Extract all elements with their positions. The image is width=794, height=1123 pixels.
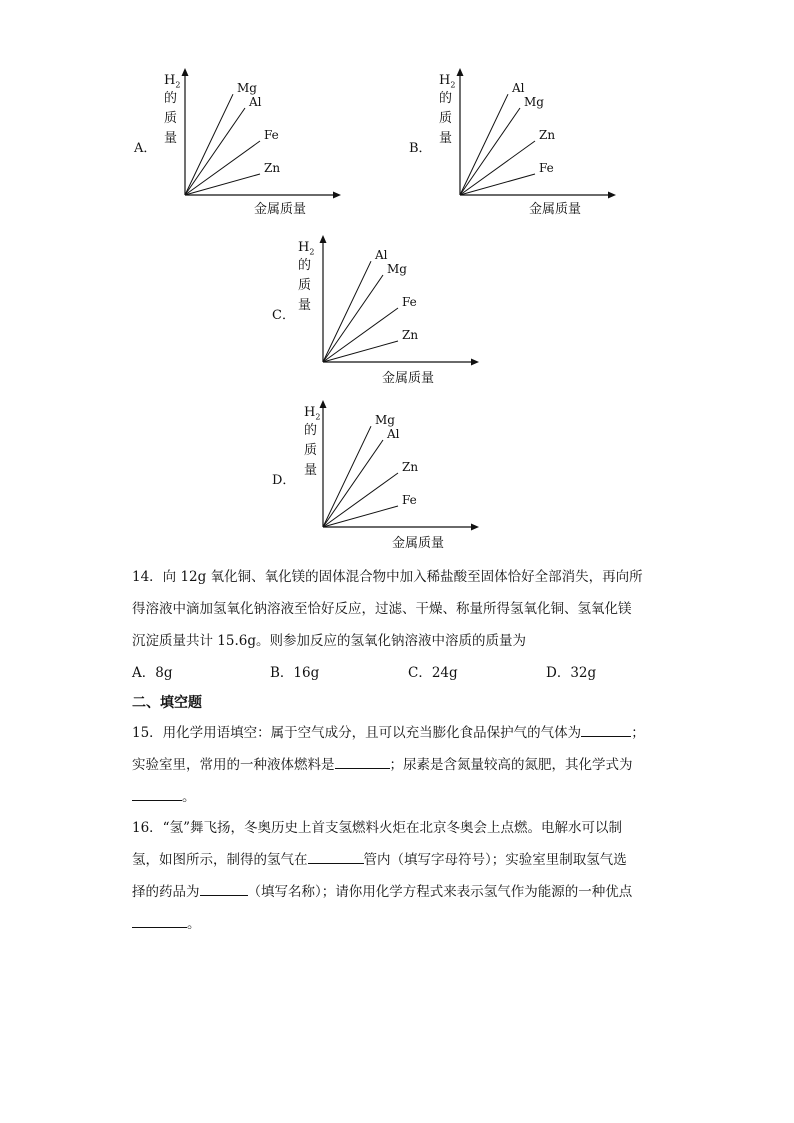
label-fe: Fe	[539, 161, 554, 175]
label-mg: Mg	[524, 95, 544, 109]
line-mg	[323, 426, 371, 527]
option-label: A．	[134, 141, 157, 156]
y-axis-h2: $H_2$	[298, 240, 315, 257]
graph-svg	[268, 402, 468, 552]
y-axis-char: 量	[298, 298, 312, 313]
q16-text: 管内（填写字母符号）；实验室里制取氢气选	[363, 852, 627, 868]
q14-line-3: 沉淀质量共计 15.6g。则参加反应的氢氧化钠溶液中溶质的质量为	[132, 633, 526, 649]
q15-line-3	[132, 781, 662, 813]
x-axis-arrow	[333, 192, 341, 199]
y-axis-char: 量	[439, 131, 453, 146]
y-axis-char: 质	[304, 443, 318, 458]
q14-choice-b[interactable]: B．16g	[270, 665, 320, 681]
graph-svg	[405, 70, 605, 220]
label-zn: Zn	[539, 128, 556, 142]
line-fe	[460, 174, 535, 195]
y-axis-char: 的	[439, 91, 453, 106]
q16-line-3	[132, 876, 662, 908]
line-al	[185, 108, 245, 195]
q15-text: 实验室里，常用的一种液体燃料是	[132, 757, 335, 773]
x-axis-label: 金属质量	[254, 202, 307, 217]
label-zn: Zn	[264, 161, 281, 175]
q14-choice-d[interactable]: D．32g	[546, 665, 597, 681]
label-fe: Fe	[402, 295, 417, 309]
y-axis-arrow	[320, 235, 327, 243]
label-al: Al	[249, 95, 262, 109]
graph-option-c	[268, 237, 468, 387]
label-mg: Mg	[237, 81, 257, 96]
label-zn: Zn	[402, 328, 419, 342]
y-axis-h2: $H_2$	[439, 73, 456, 90]
q16-text: 。	[187, 916, 201, 932]
y-axis-char: 量	[304, 463, 318, 478]
q15-text: ；	[631, 725, 645, 741]
q14-line-2: 得溶液中滴加氢氧化钠溶液至恰好反应，过滤、干燥、称量所得氢氧化铜、氢氧化镁	[132, 601, 632, 617]
line-fe	[323, 506, 398, 527]
q15-text: ；尿素是含氮量较高的氮肥，其化学式为	[389, 757, 633, 773]
label-zn: Zn	[402, 460, 419, 474]
y-axis-char: 质	[298, 278, 312, 293]
q15-text: 。	[182, 789, 196, 805]
q16-blank-2[interactable]	[200, 881, 248, 896]
graph-option-b	[405, 70, 605, 220]
graph-svg	[268, 237, 468, 387]
y-axis-char: 的	[304, 423, 318, 438]
line-al	[323, 261, 371, 362]
graph-svg	[130, 70, 330, 220]
q16-line-2	[132, 844, 662, 876]
question-14	[132, 561, 662, 657]
q15-blank-2[interactable]	[335, 754, 390, 769]
q15-blank-1[interactable]	[581, 722, 631, 737]
line-fe	[323, 308, 398, 362]
y-axis-char: 的	[164, 91, 178, 106]
q16-line-1: 16．“氢”舞飞扬，冬奥历史上首支氢燃料火炬在北京冬奥会上点燃。电解水可以制	[132, 820, 622, 836]
q15-blank-3[interactable]	[132, 786, 182, 801]
q16-blank-3[interactable]	[132, 913, 187, 928]
q15-line-2	[132, 749, 662, 781]
q16-text: 择的药品为	[132, 884, 200, 900]
x-axis-label: 金属质量	[382, 371, 435, 386]
question-15	[132, 717, 662, 813]
y-axis-char: 质	[439, 111, 453, 126]
line-zn	[323, 473, 398, 527]
line-mg	[323, 275, 383, 362]
option-label: B．	[409, 141, 432, 156]
y-axis-char: 质	[164, 111, 178, 126]
x-axis-arrow	[471, 524, 479, 531]
q16-text: （填写名称）；请你用化学方程式来表示氢气作为能源的一种优点	[247, 884, 633, 900]
y-axis-arrow	[457, 68, 464, 76]
x-axis-arrow	[471, 359, 479, 366]
y-axis-arrow	[320, 400, 327, 408]
q14-line-1: 14．向 12g 氧化铜、氧化镁的固体混合物中加入稀盐酸至固体恰好全部消失，再向所	[132, 569, 643, 585]
question-16	[132, 812, 662, 940]
label-al: Al	[387, 427, 400, 441]
label-mg: Mg	[387, 262, 407, 276]
q16-blank-1[interactable]	[308, 849, 364, 864]
graph-option-a	[130, 70, 330, 220]
option-label: D．	[272, 473, 296, 488]
label-fe: Fe	[264, 128, 279, 142]
q16-line-4	[132, 908, 662, 940]
line-zn	[460, 141, 535, 195]
y-axis-h2: $H_2$	[304, 405, 321, 422]
label-al: Al	[512, 81, 525, 96]
y-axis-arrow	[182, 68, 189, 76]
q16-text: 氢，如图所示，制得的氢气在	[132, 852, 308, 868]
label-fe: Fe	[402, 493, 417, 507]
line-al	[460, 94, 508, 195]
section-title: 二、填空题	[132, 695, 202, 711]
line-mg	[185, 94, 233, 195]
line-fe	[185, 141, 260, 195]
x-axis-arrow	[608, 192, 616, 199]
line-zn	[185, 174, 260, 195]
line-al	[323, 440, 383, 527]
y-axis-char: 量	[164, 131, 178, 146]
x-axis-label: 金属质量	[392, 536, 445, 551]
q14-choice-a[interactable]: A．8g	[132, 665, 173, 681]
label-al: Al	[375, 248, 388, 263]
option-label: C．	[272, 308, 295, 323]
q15-text: 15．用化学用语填空：属于空气成分，且可以充当膨化食品保护气的气体为	[132, 725, 582, 741]
label-mg: Mg	[375, 413, 395, 428]
graph-option-d	[268, 402, 468, 552]
x-axis-label: 金属质量	[529, 202, 582, 217]
line-zn	[323, 341, 398, 362]
q14-choice-c[interactable]: C．24g	[408, 665, 458, 681]
y-axis-h2: $H_2$	[164, 73, 181, 90]
line-mg	[460, 108, 520, 195]
y-axis-char: 的	[298, 258, 312, 273]
q15-line-1	[132, 717, 662, 749]
